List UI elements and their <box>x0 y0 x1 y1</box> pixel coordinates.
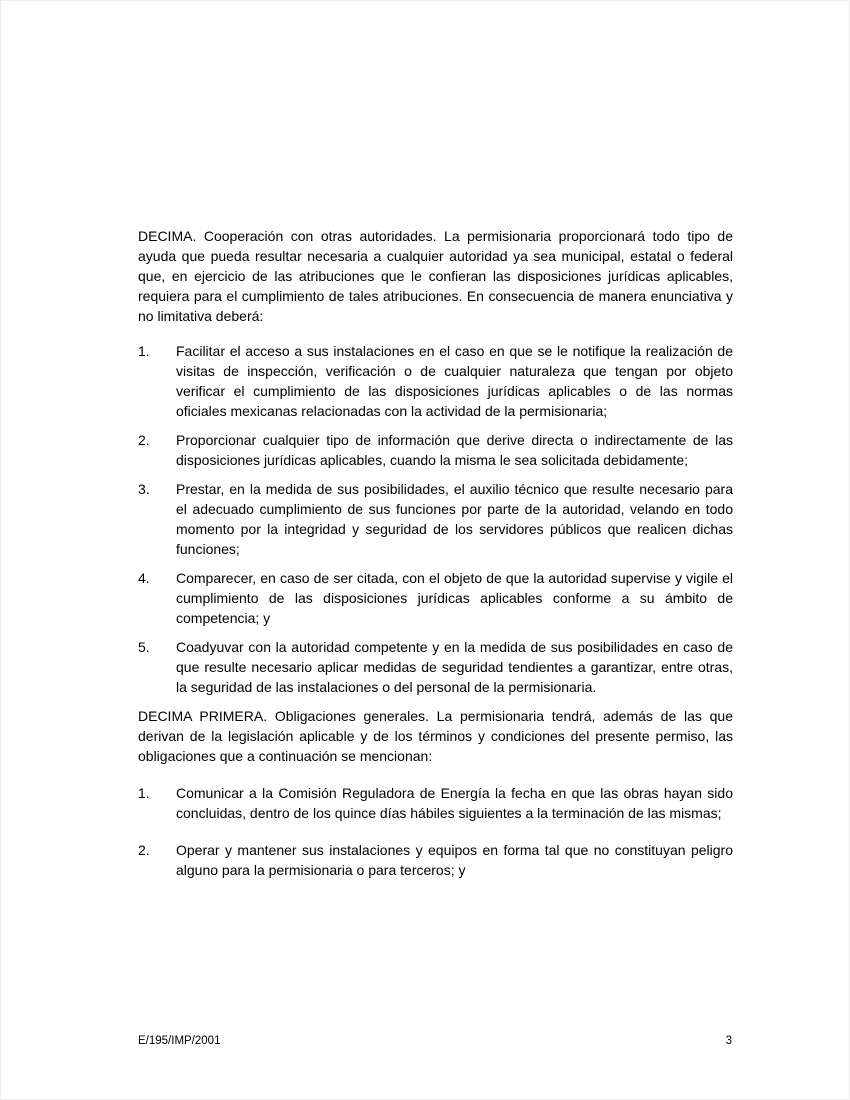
list-item <box>138 783 733 823</box>
document-body <box>138 226 733 897</box>
list-item-number: 5. <box>138 639 150 655</box>
list-item-number: 3. <box>138 481 150 497</box>
page-footer <box>138 1034 732 1048</box>
list-item-number: 2. <box>138 842 150 858</box>
document-reference: E/195/IMP/2001 <box>138 1035 221 1047</box>
list-item <box>138 430 733 470</box>
list-item-text: Comunicar a la Comisión Reguladora de Energía la fecha en que las obras hayan sido concluidas, dentro de los quince días hábiles siguientes a la terminación de las mismas; <box>176 785 733 821</box>
clause-decima-section <box>138 226 733 697</box>
clause-decima-paragraph: DECIMA. Cooperación con otras autoridades. La permisionaria proporcionará todo tipo de ayuda que pueda resultar necesaria a cualquier autoridad ya sea municipal, estatal o federal que, en ejercicio de las atribuciones que le confieran las disposiciones jurídicas aplicables, requiera para el cumplimiento de tales atribuciones. En consecuencia de manera enunciativa y no limitativa deberá: <box>138 228 733 324</box>
list-item <box>138 479 733 559</box>
list-item-text: Prestar, en la medida de sus posibilidades, el auxilio técnico que resulte necesario para el adecuado cumplimiento de sus funciones por parte de la autoridad, velando en todo momento por la integridad y seguridad de los servidores públicos que realicen dichas funciones; <box>176 481 733 557</box>
list-item <box>138 637 733 697</box>
clause-decima-list <box>138 341 733 697</box>
list-item-number: 1. <box>138 343 150 359</box>
list-item-number: 1. <box>138 785 150 801</box>
list-item-text: Facilitar el acceso a sus instalaciones en el caso en que se le notifique la realización de visitas de inspección, verificación o de cualquier naturaleza que tengan por objeto verificar el cumplimiento de las disposiciones jurídicas aplicables o de las normas oficiales mexicanas relacionadas con la actividad de la permisionaria; <box>176 343 733 419</box>
list-item <box>138 840 733 880</box>
clause-decima-primera-section <box>138 706 733 880</box>
clause-decima-primera-list <box>138 783 733 880</box>
list-item <box>138 568 733 628</box>
list-item-text: Comparecer, en caso de ser citada, con el objeto de que la autoridad supervise y vigile el cumplimiento de las disposiciones jurídicas aplicables conforme a su ámbito de competencia; y <box>176 570 733 626</box>
list-item <box>138 341 733 421</box>
list-item-number: 2. <box>138 432 150 448</box>
page-number: 3 <box>725 1035 732 1047</box>
list-item-number: 4. <box>138 570 150 586</box>
list-item-text: Operar y mantener sus instalaciones y equipos en forma tal que no constituyan peligro alguno para la permisionaria o para terceros; y <box>176 842 733 878</box>
list-item-text: Coadyuvar con la autoridad competente y en la medida de sus posibilidades en caso de que resulte necesario aplicar medidas de seguridad tendientes a garantizar, entre otras, la seguridad de las instalaciones o del personal de la permisionaria. <box>176 639 733 695</box>
list-item-text: Proporcionar cualquier tipo de información que derive directa o indirectamente de las disposiciones jurídicas aplicables, cuando la misma le sea solicitada debidamente; <box>176 432 733 468</box>
clause-decima-primera-paragraph: DECIMA PRIMERA. Obligaciones generales. La permisionaria tendrá, además de las que derivan de la legislación aplicable y de los términos y condiciones del presente permiso, las obligaciones que a continuación se mencionan: <box>138 708 733 764</box>
